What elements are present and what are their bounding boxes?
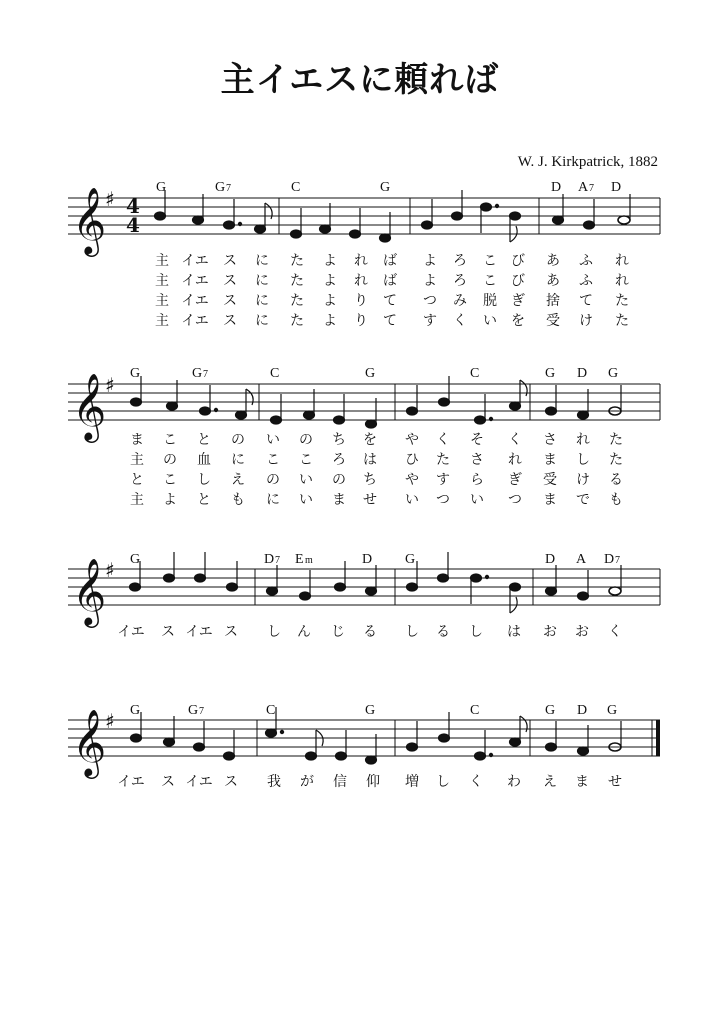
chord-symbol-suffix: 7 <box>615 555 620 566</box>
lyric-syllable: し <box>267 624 281 640</box>
chord-symbols <box>156 180 621 195</box>
lyric-syllable: イエ <box>181 313 209 329</box>
lyric-syllable: を <box>511 313 525 329</box>
lyric-syllable: ぎ <box>508 472 522 488</box>
lyric-syllable: た <box>290 313 304 329</box>
chord-symbol: D <box>545 552 556 567</box>
lyric-syllable: れ <box>508 452 522 468</box>
lyric-syllable: た <box>290 273 304 289</box>
chord-symbol: D <box>362 552 373 567</box>
lyric-syllable: け <box>576 472 590 488</box>
lyric-syllable: し <box>197 472 211 488</box>
lyric-syllable: し <box>469 624 483 640</box>
chord-symbol-suffix: 7 <box>199 706 204 717</box>
lyric-syllable: に <box>231 452 245 468</box>
lyric-syllable: そ <box>470 432 484 448</box>
staff-system-1 <box>68 180 660 329</box>
treble-clef-icon: 𝄞 <box>72 557 107 625</box>
chord-symbol-suffix: 7 <box>275 555 280 566</box>
chord-symbol: C <box>291 180 301 195</box>
lyric-syllable: く <box>453 313 467 329</box>
lyric-syllable: れ <box>615 253 629 269</box>
lyric-syllable: た <box>615 293 629 309</box>
staff-system-3 <box>68 552 660 640</box>
staff-lines <box>68 720 660 756</box>
lyric-syllable: 増 <box>405 774 419 790</box>
lyric-syllable: も <box>609 492 623 508</box>
key-sharp-icon: ♯ <box>105 558 115 582</box>
lyric-syllable: 受 <box>543 472 557 488</box>
lyric-syllable: ち <box>363 472 377 488</box>
chord-symbol: C <box>270 366 280 381</box>
lyric-syllable: た <box>290 293 304 309</box>
chord-symbol: G <box>607 703 618 718</box>
lyric-syllable: け <box>579 313 593 329</box>
lyric-syllable: た <box>609 452 623 468</box>
lyric-syllable: 主 <box>155 273 169 289</box>
lyric-syllable: こ <box>163 472 177 488</box>
lyric-syllable: る <box>363 624 377 640</box>
chord-symbol: G <box>156 180 167 195</box>
chord-symbol: A <box>578 180 589 195</box>
lyric-syllable: せ <box>363 492 377 508</box>
chord-symbol: D <box>264 552 275 567</box>
page-title: 主イエスに頼れば <box>220 60 500 100</box>
lyric-syllable: よ <box>423 273 437 289</box>
lyric-syllable: た <box>609 432 623 448</box>
lyric-syllable: よ <box>323 293 337 309</box>
lyric-syllable: く <box>436 432 450 448</box>
lyric-syllable: 主 <box>130 492 144 508</box>
lyric-syllable: に <box>255 313 269 329</box>
lyric-syllable: 主 <box>155 313 169 329</box>
lyric-syllable: と <box>197 432 211 448</box>
chord-symbol: D <box>577 366 588 381</box>
lyrics-block <box>130 432 623 508</box>
chord-symbol: G <box>365 366 376 381</box>
lyric-syllable: わ <box>507 774 521 790</box>
lyric-syllable: イエ <box>117 624 145 640</box>
lyric-syllable: ろ <box>453 253 467 269</box>
lyric-syllable: せ <box>608 774 622 790</box>
lyric-syllable: よ <box>423 253 437 269</box>
time-signature-top: 4 <box>126 194 140 218</box>
lyric-syllable: こ <box>299 452 313 468</box>
lyric-syllable: ば <box>383 253 397 269</box>
lyric-syllable: て <box>383 293 397 309</box>
lyric-syllable: く <box>508 432 522 448</box>
lyric-syllable: た <box>290 253 304 269</box>
lyric-syllable: り <box>354 293 368 309</box>
lyric-syllable: じ <box>331 624 345 640</box>
lyric-syllable: イエ <box>181 293 209 309</box>
lyric-syllable: の <box>163 452 177 468</box>
lyric-syllable: ス <box>223 273 237 289</box>
lyric-syllable: 主 <box>155 293 169 309</box>
lyric-syllable: い <box>266 432 280 448</box>
lyric-syllable: 信 <box>333 774 347 790</box>
chord-symbol-suffix: 7 <box>226 183 231 194</box>
lyric-syllable: よ <box>323 253 337 269</box>
chord-symbols <box>130 552 620 567</box>
lyric-syllable: 脱 <box>483 293 497 309</box>
lyric-syllable: る <box>609 472 623 488</box>
lyric-syllable: ぎ <box>511 293 525 309</box>
lyric-syllable: ふ <box>579 253 593 269</box>
lyric-syllable: ス <box>161 774 175 790</box>
lyric-syllable: ス <box>223 313 237 329</box>
treble-clef-icon: 𝄞 <box>72 708 107 776</box>
lyric-syllable: て <box>579 293 593 309</box>
lyric-syllable: 主 <box>130 452 144 468</box>
lyric-syllable: の <box>266 472 280 488</box>
lyric-syllable: い <box>299 492 313 508</box>
lyric-syllable: の <box>231 432 245 448</box>
lyric-syllable: お <box>543 624 557 640</box>
lyric-syllable: イエ <box>181 253 209 269</box>
lyric-syllable: し <box>405 624 419 640</box>
lyric-syllable: は <box>363 452 377 468</box>
chord-symbol: E <box>295 552 304 567</box>
lyric-syllable: ま <box>543 452 557 468</box>
lyric-syllable: ま <box>543 492 557 508</box>
lyric-syllable: て <box>383 313 397 329</box>
chord-symbol: D <box>604 552 615 567</box>
chord-symbol: G <box>188 703 199 718</box>
lyric-syllable: い <box>299 472 313 488</box>
lyric-syllable: に <box>266 492 280 508</box>
lyric-syllable: す <box>423 313 437 329</box>
chord-symbol: G <box>130 703 141 718</box>
chord-symbol-suffix: m <box>305 555 313 566</box>
lyric-syllable: び <box>511 273 525 289</box>
chord-symbol: D <box>611 180 622 195</box>
lyric-syllable: さ <box>543 432 557 448</box>
staff-system-4 <box>68 703 660 790</box>
lyric-syllable: り <box>354 313 368 329</box>
lyric-syllable: ち <box>332 432 346 448</box>
chord-symbols <box>130 366 618 381</box>
key-sharp-icon: ♯ <box>105 373 115 397</box>
lyric-syllable: に <box>255 293 269 309</box>
lyric-syllable: さ <box>470 452 484 468</box>
lyric-syllable: で <box>576 492 590 508</box>
lyric-syllable: イエ <box>117 774 145 790</box>
chord-symbol: A <box>576 552 587 567</box>
lyric-syllable: ん <box>297 624 311 640</box>
lyric-syllable: し <box>576 452 590 468</box>
chord-symbols <box>130 703 617 718</box>
lyric-syllable: び <box>511 253 525 269</box>
lyric-syllable: る <box>436 624 450 640</box>
lyric-syllable: よ <box>323 313 337 329</box>
lyric-syllable: 受 <box>546 313 560 329</box>
lyric-syllable: よ <box>163 492 177 508</box>
lyric-syllable: つ <box>508 492 522 508</box>
lyric-syllable: も <box>231 492 245 508</box>
lyric-syllable: と <box>197 492 211 508</box>
lyric-syllable: イエ <box>185 624 213 640</box>
chord-symbol: G <box>130 366 141 381</box>
lyric-syllable: ま <box>130 432 144 448</box>
lyric-syllable: こ <box>266 452 280 468</box>
chord-symbol: G <box>192 366 203 381</box>
lyric-syllable: い <box>470 492 484 508</box>
lyric-syllable: ひ <box>405 452 419 468</box>
chord-symbol: C <box>266 703 276 718</box>
lyrics-block <box>117 774 622 790</box>
chord-symbol: C <box>470 366 480 381</box>
lyric-syllable: た <box>615 313 629 329</box>
lyric-syllable: 我 <box>267 774 281 790</box>
lyric-syllable: え <box>543 774 557 790</box>
lyric-syllable: ろ <box>453 273 467 289</box>
lyric-syllable: く <box>469 774 483 790</box>
chord-symbol: D <box>577 703 588 718</box>
staff-system-2 <box>68 366 660 508</box>
lyric-syllable: の <box>332 472 346 488</box>
lyric-syllable: に <box>255 273 269 289</box>
lyric-syllable: こ <box>483 273 497 289</box>
lyric-syllable: す <box>436 472 450 488</box>
lyric-syllable: し <box>436 774 450 790</box>
lyric-syllable: あ <box>546 273 560 289</box>
lyric-syllable: み <box>453 293 467 309</box>
chord-symbol: G <box>130 552 141 567</box>
lyric-syllable: イエ <box>185 774 213 790</box>
chord-symbol-suffix: 7 <box>589 183 594 194</box>
lyric-syllable: い <box>405 492 419 508</box>
lyric-syllable: 血 <box>197 452 211 468</box>
staff-lines <box>68 384 660 420</box>
lyric-syllable: た <box>436 452 450 468</box>
lyric-syllable: ス <box>224 774 238 790</box>
chord-symbol: C <box>470 703 480 718</box>
chord-symbol: G <box>545 366 556 381</box>
lyric-syllable: つ <box>423 293 437 309</box>
composer-credit: W. J. Kirkpatrick, 1882 <box>517 154 658 170</box>
chord-symbol: G <box>215 180 226 195</box>
chord-symbol-suffix: 7 <box>203 369 208 380</box>
lyric-syllable: ス <box>223 293 237 309</box>
lyric-syllable: を <box>363 432 377 448</box>
lyric-syllable: ろ <box>332 452 346 468</box>
lyric-syllable: は <box>507 624 521 640</box>
lyrics-block <box>117 624 622 640</box>
lyric-syllable: れ <box>576 432 590 448</box>
lyric-syllable: よ <box>323 273 337 289</box>
chord-symbol: G <box>405 552 416 567</box>
chord-symbol: G <box>608 366 619 381</box>
final-barline <box>656 720 660 756</box>
lyric-syllable: く <box>608 624 622 640</box>
lyric-syllable: え <box>231 472 245 488</box>
lyric-syllable: ス <box>224 624 238 640</box>
lyric-syllable: ら <box>470 472 484 488</box>
lyric-syllable: こ <box>483 253 497 269</box>
lyric-syllable: あ <box>546 253 560 269</box>
lyric-syllable: 主 <box>155 253 169 269</box>
chord-symbol: G <box>545 703 556 718</box>
time-signature-bottom: 4 <box>126 213 140 237</box>
lyric-syllable: ま <box>575 774 589 790</box>
chord-symbol: G <box>380 180 391 195</box>
staff-lines <box>68 569 660 605</box>
treble-clef-icon: 𝄞 <box>72 186 107 254</box>
lyric-syllable: ま <box>332 492 346 508</box>
key-sharp-icon: ♯ <box>105 187 115 211</box>
lyric-syllable: れ <box>354 253 368 269</box>
lyric-syllable: と <box>130 472 144 488</box>
lyric-syllable: ば <box>383 273 397 289</box>
lyric-syllable: れ <box>615 273 629 289</box>
lyric-syllable: ス <box>223 253 237 269</box>
lyric-syllable: や <box>405 432 419 448</box>
lyric-syllable: や <box>405 472 419 488</box>
lyric-syllable: ふ <box>579 273 593 289</box>
treble-clef-icon: 𝄞 <box>72 372 107 440</box>
lyric-syllable: の <box>299 432 313 448</box>
lyric-syllable: お <box>575 624 589 640</box>
key-sharp-icon: ♯ <box>105 709 115 733</box>
chord-symbol: D <box>551 180 562 195</box>
lyric-syllable: こ <box>163 432 177 448</box>
lyric-syllable: れ <box>354 273 368 289</box>
lyric-syllable: 仰 <box>366 774 380 790</box>
lyric-syllable: つ <box>436 492 450 508</box>
lyric-syllable: に <box>255 253 269 269</box>
lyrics-block <box>155 253 629 329</box>
lyric-syllable: ス <box>161 624 175 640</box>
chord-symbol: G <box>365 703 376 718</box>
lyric-syllable: い <box>483 313 497 329</box>
lyric-syllable: イエ <box>181 273 209 289</box>
lyric-syllable: が <box>300 774 314 790</box>
lyric-syllable: 捨 <box>546 293 560 309</box>
